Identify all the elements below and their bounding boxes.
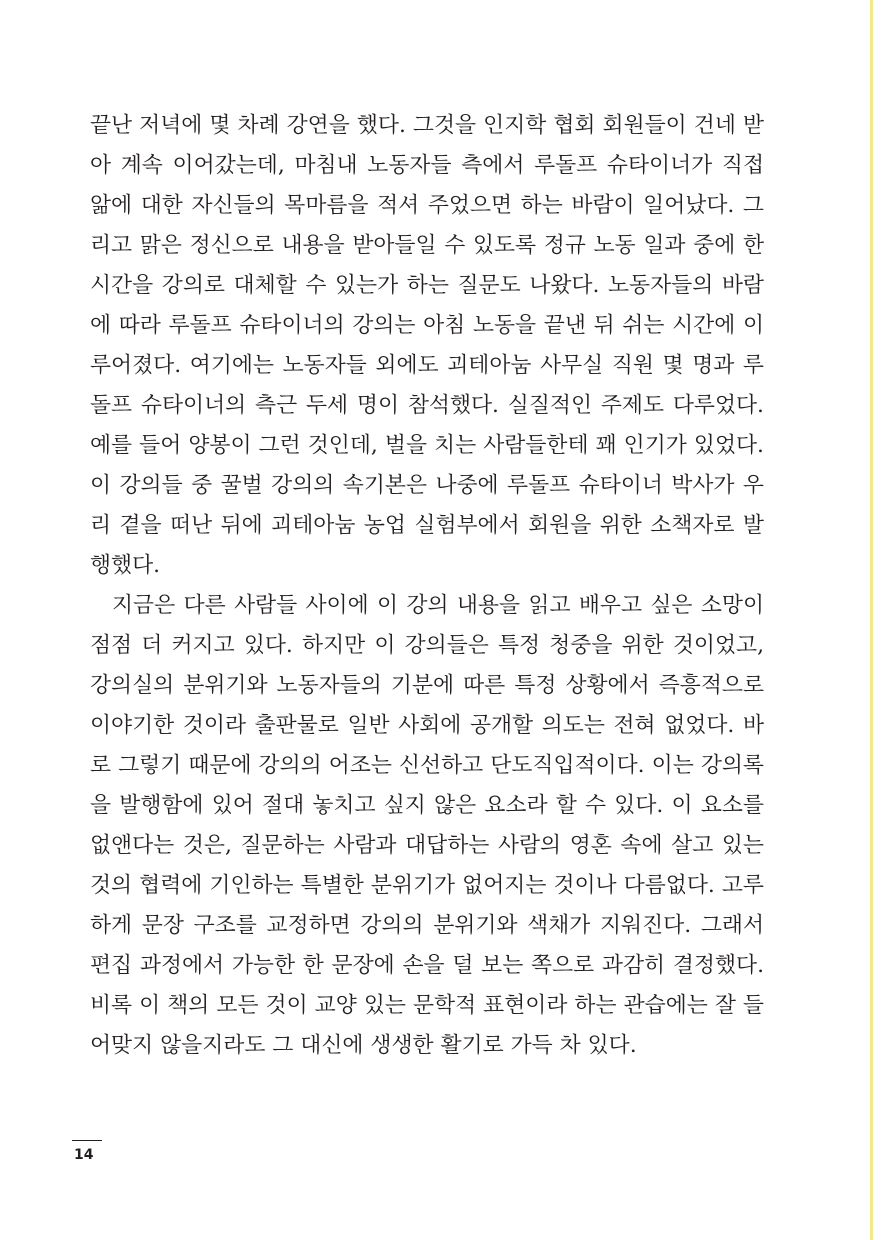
paragraph-continuation: 끝난 저녁에 몇 차례 강연을 했다. 그것을 인지학 협회 회원들이 건네 받아 계속 이어갔는데, 마침내 노동자들 측에서 루돌프 슈타이너가 직접 앎에 대한 자신들의 목마름을 적셔 주었으면 하는 바람이 일어났다. 그리고 맑은 정신으로 내용을 받아들일 수 있도록 정규 노동 일과 중에 한 시간을 강의로 대체할 수 있는가 하는 질문도 나왔다. 노동자들의 바람에 따라 루돌프 슈타이너의 강의는 아침 노동을 끝낸 뒤 쉬는 시간에 이루어졌다. 여기에는 노동자들 외에도 괴테아눔 사무실 직원 몇 명과 루돌프 슈타이너의 측근 두세 명이 참석했다. 실질적인 주제도 다루었다. 예를 들어 양봉이 그런 것인데, 벌을 치는 사람들한테 꽤 인기가 있었다. 이 강의들 중 꿀벌 강의의 속기본은 나중에 루돌프 슈타이너 박사가 우리 곁을 떠난 뒤에 괴테아눔 농업 실험부에서 회원을 위한 소책자로 발행했다. [90, 113, 764, 578]
paragraph-second: 지금은 다른 사람들 사이에 이 강의 내용을 읽고 배우고 싶은 소망이 점점 더 커지고 있다. 하지만 이 강의들은 특정 청중을 위한 것이었고, 강의실의 분위기와 노동자들의 기분에 따른 특정 상황에서 즉흥적으로 이야기한 것이라 출판물로 일반 사회에 공개할 의도는 전혀 없었다. 바로 그렇기 때문에 강의의 어조는 신선하고 단도직입적이다. 이는 강의록을 발행함에 있어 절대 놓치고 싶지 않은 요소라 할 수 있다. 이 요소를 없앤다는 것은, 질문하는 사람과 대답하는 사람의 영혼 속에 살고 있는 것의 협력에 기인하는 특별한 분위기가 없어지는 것이나 다름없다. 고루하게 문장 구조를 교정하면 강의의 분위기와 색채가 지워진다. 그래서 편집 과정에서 가능한 한 문장에 손을 덜 보는 쪽으로 과감히 결정했다. 비록 이 책의 모든 것이 교양 있는 문학적 표현이라 하는 관습에는 잘 들어맞지 않을지라도 그 대신에 생생한 활기로 가득 차 있다. [90, 593, 764, 1058]
footer-rule [72, 1140, 102, 1141]
body-text [90, 106, 764, 1066]
page-edge-rule [870, 0, 873, 1240]
page-number: 14 [74, 1147, 94, 1163]
